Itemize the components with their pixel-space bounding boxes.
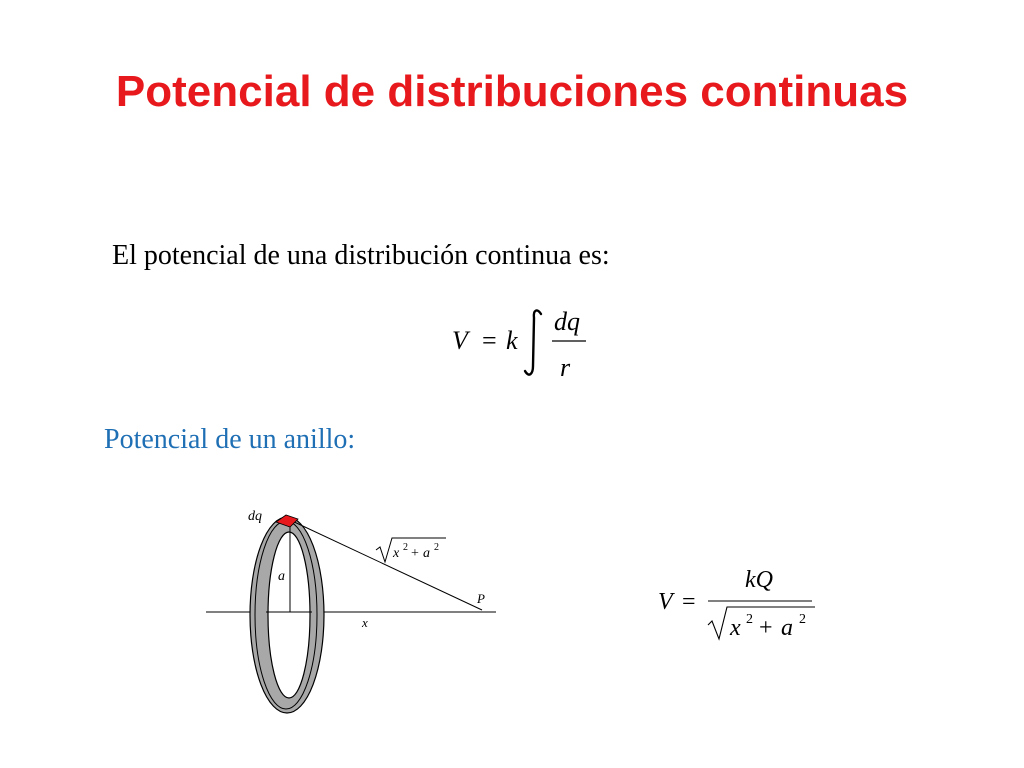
hyp-a: a [423,546,430,561]
label-dq: dq [248,509,262,524]
formula-numerator: dq [554,307,580,336]
ring-formula [650,555,825,650]
ring-formula-v: V [658,589,673,615]
hyp-x: x [393,546,400,561]
ring-heading: Potencial de un anillo: [104,424,356,455]
formula-v: V [452,326,468,355]
intro-text: El potencial de una distribución continua es: [112,240,610,271]
label-x: x [362,615,368,630]
slide-title: Potencial de distribuciones continuas [115,67,909,116]
ring-formula-numerator: kQ [745,567,773,593]
ring-den-x: x [730,615,741,641]
formula-equals: = [482,326,497,355]
ring-den-a-exp: 2 [799,612,806,627]
hyp-a-exp: 2 [434,542,439,553]
ring-den-plus: + [759,615,773,641]
hyp-plus: + [411,546,419,561]
label-a: a [278,569,285,584]
integral-formula [440,300,610,390]
ring-inner-hole [268,532,310,698]
formula-k: k [506,326,518,355]
ring-formula-equals: = [682,589,696,615]
formula-denominator: r [560,353,571,382]
label-p: P [477,591,485,606]
integral-sign [525,311,541,375]
hypotenuse-label [376,538,446,562]
ring-diagram [200,500,510,720]
ring-den-x-exp: 2 [746,612,753,627]
hyp-x-exp: 2 [403,542,408,553]
ring-den-a: a [781,615,793,641]
